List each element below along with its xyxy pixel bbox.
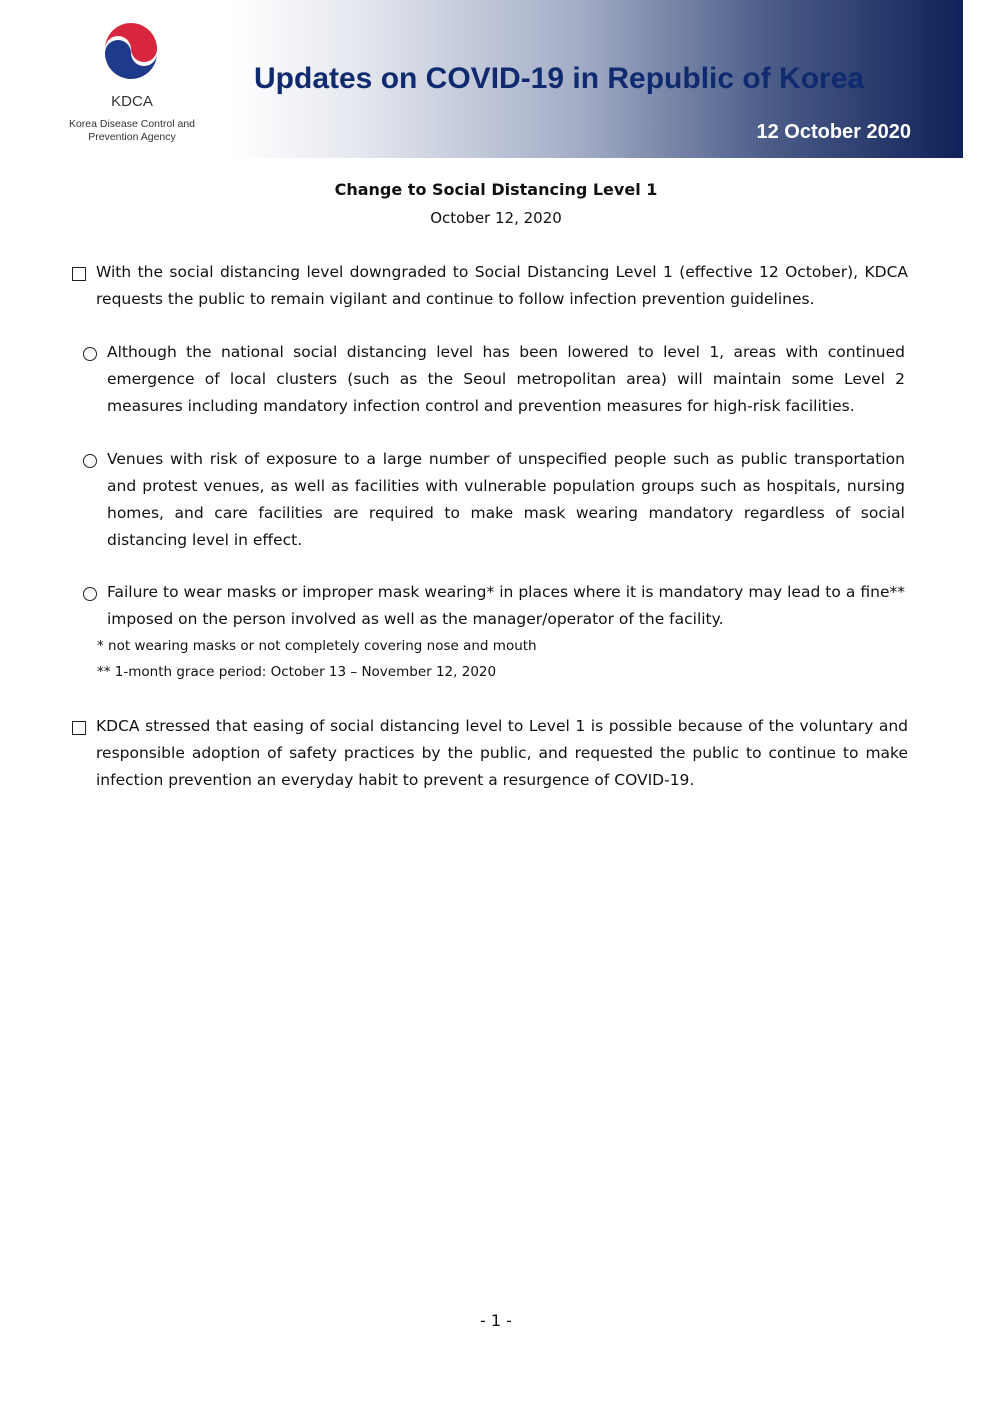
square-bullet-icon: [72, 267, 86, 281]
footnote-1: * not wearing masks or not completely covering nose and mouth: [97, 638, 537, 654]
circle-bullet-icon: [83, 347, 97, 361]
paragraph-4: Failure to wear masks or improper mask wearing* in places where it is mandatory may lead to a fine** imposed on the person involved as well as the manager/operator of the facility.: [107, 583, 905, 628]
banner-date: 12 October 2020: [756, 121, 911, 143]
paragraph-1: With the social distancing level downgraded to Social Distancing Level 1 (effective 12 October), KDCA requests the public to remain vigilant and continue to follow infection prevention guidelines.: [96, 263, 908, 308]
circle-bullet-icon: [83, 454, 97, 468]
square-bullet-icon: [72, 721, 86, 735]
taegeuk-emblem-icon: [101, 22, 161, 82]
kdca-logo: [58, 18, 206, 148]
document-date: October 12, 2020: [430, 209, 562, 227]
document-title: Change to Social Distancing Level 1: [334, 180, 658, 199]
agency-name-line-2: Prevention Agency: [88, 131, 176, 143]
agency-abbreviation: KDCA: [111, 93, 153, 110]
circle-bullet-icon: [83, 587, 97, 601]
paragraph-2: Although the national social distancing level has been lowered to level 1, areas with continued emergence of local clusters (such as the Seoul metropolitan area) will maintain some Level 2 measures including mandatory infection control and prevention measures for high-risk facilities.: [107, 343, 905, 415]
paragraph-3: Venues with risk of exposure to a large number of unspecified people such as public transportation and protest venues, as well as facilities with vulnerable population groups such as hospitals, nursing homes, and care facilities are required to make mask wearing mandatory regardless of social distancing level in effect.: [107, 450, 905, 549]
agency-full-name: [58, 118, 206, 144]
agency-name-line-1: Korea Disease Control and: [68, 118, 196, 130]
page-number: - 1 -: [480, 1311, 512, 1330]
banner-title: Updates on COVID-19 in Republic of Korea: [254, 62, 865, 95]
footnote-2: ** 1-month grace period: October 13 – November 12, 2020: [97, 664, 497, 680]
header-banner: [0, 0, 963, 158]
paragraph-5: KDCA stressed that easing of social distancing level to Level 1 is possible because of the voluntary and responsible adoption of safety practices by the public, and requested the public to continue to make infection prevention an everyday habit to prevent a resurgence of COVID-19.: [96, 717, 908, 789]
